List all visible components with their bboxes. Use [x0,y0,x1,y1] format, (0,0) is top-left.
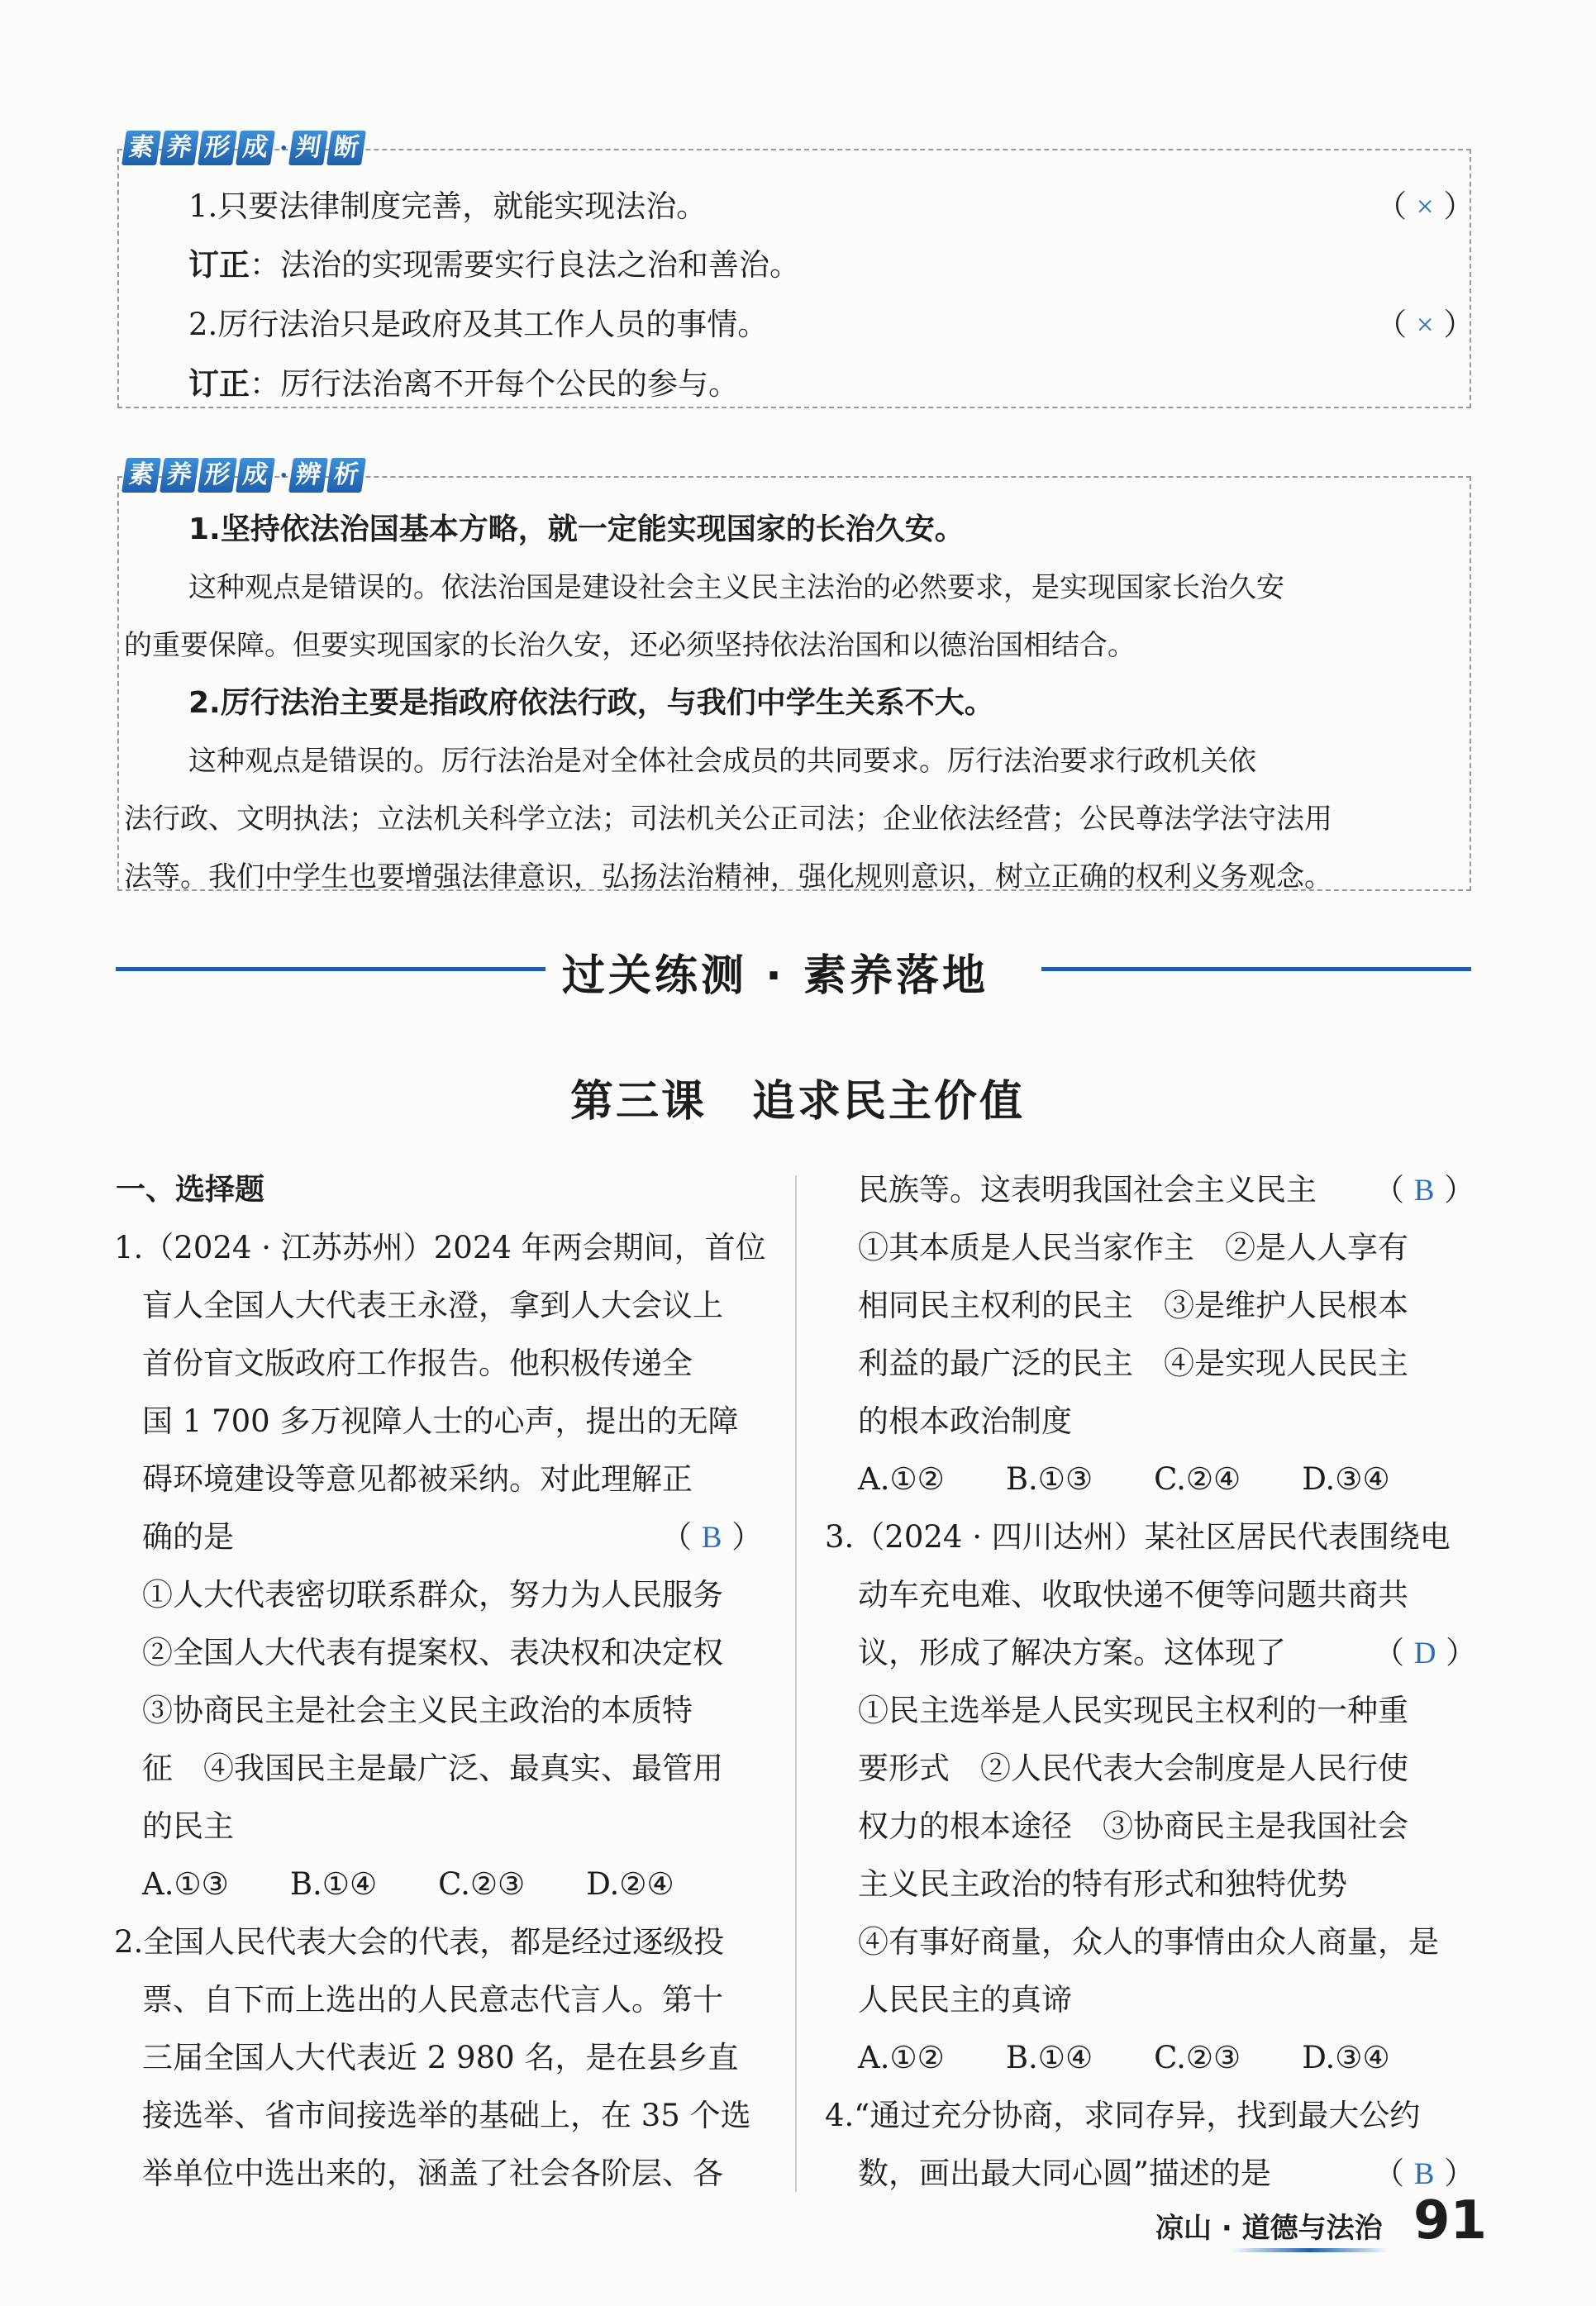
left-line: 碍环境建设等意见都被采纳。对此理解正 [142,1461,693,1497]
tag-char: 判 [289,131,329,165]
analysis-q2: 2.厉行法治主要是指政府依法行政，与我们中学生关系不大。 [188,686,994,720]
banner-line-left [116,967,545,971]
right-line: 相同民主权利的民主 ③是维护人民根本 [858,1288,1408,1323]
tag-char: 养 [160,458,199,493]
banner-title: 过关练测 · 素养落地 [562,951,989,1001]
tag-dot: · [279,460,288,490]
tag-char: 辨 [289,458,329,493]
right-line: ①民主选举是人民实现民主权利的一种重 [858,1693,1408,1728]
judge-fix2 [188,355,739,413]
tag-char: 素 [121,131,161,165]
fix-text: ：厉行法治离不开每个公民的参与。 [250,366,739,402]
lesson-title: 第三课 追求民主价值 [570,1077,1026,1127]
tag-char: 析 [327,458,367,493]
left-line: A.①③ B.①④ C.②③ D.②④ [142,1866,674,1902]
left-line: ③协商民主是社会主义民主政治的本质特 [142,1693,693,1728]
judge-tag [124,129,367,167]
right-line: A.①② B.①④ C.②③ D.③④ [858,2040,1390,2075]
judge-fix1 [188,236,800,294]
fix-label: 订正 [188,247,250,283]
right-line: 要形式 ②人民代表大会制度是人民行使 [858,1751,1408,1786]
right-line: ④有事好商量，众人的事情由众人商量，是 [858,1924,1439,1960]
right-line: 人民民主的真谛 [858,1982,1072,2018]
q3-answer-bracket: （ D ） [1374,1635,1477,1670]
tag-char: 养 [160,131,199,165]
analysis-a1-line1: 这种观点是错误的。依法治国是建设社会主义民主法治的必然要求，是实现国家长治久安 [188,571,1284,604]
judge-a1: （ × ） [1376,188,1475,224]
analysis-q1: 1.坚持依法治国基本方略，就一定能实现国家的长治久安。 [188,512,965,546]
q4-answer-bracket: （ B ） [1374,2156,1475,2191]
left-line: 盲人全国人大代表王永澄，拿到人大会议上 [142,1288,723,1323]
fix-text: ：法治的实现需要实行良法之治和善治。 [250,247,800,283]
left-line: 举单位中选出来的，涵盖了社会各阶层、各 [142,2156,723,2191]
right-line: ①其本质是人民当家作主 ②是人人享有 [858,1230,1408,1265]
right-line: 数，画出最大同心圆”描述的是 [858,2156,1271,2191]
right-line: 4.“通过充分协商，求同存异，找到最大公约 [825,2098,1421,2133]
left-line: ①人大代表密切联系群众，努力为人民服务 [142,1577,723,1613]
tag-char: 形 [198,458,237,493]
tag-char: 形 [198,131,237,165]
tag-char: 成 [236,458,275,493]
judge-answer: × [1416,190,1434,224]
right-line: 权力的根本途径 ③协商民主是我国社会 [858,1808,1408,1844]
section-heading: 一、选择题 [116,1173,265,1207]
left-line: ②全国人大代表有提案权、表决权和决定权 [142,1635,723,1670]
judge-answer: × [1416,308,1434,342]
left-line: 三届全国人大代表近 2 980 名，是在县乡直 [142,2040,739,2075]
footer-underline [1232,2248,1389,2252]
right-line: 利益的最广泛的民主 ④是实现人民民主 [858,1346,1408,1381]
judge-q1: 1.只要法律制度完善，就能实现法治。 [188,188,707,224]
footer-label: 凉山 · 道德与法治 [1155,2212,1383,2245]
analysis-a2-line2: 法行政、文明执法；立法机关科学立法；司法机关公正司法；企业依法经营；公民尊法学法守法用 [124,803,1332,836]
right-line: 主义民主政治的特有形式和独特优势 [858,1866,1347,1902]
right-line: 动车充电难、收取快递不便等问题共商共 [858,1577,1408,1613]
left-line: 的民主 [142,1808,234,1844]
q1-answer-bracket: （ B ） [661,1519,763,1555]
left-line: 1.（2024 · 江苏苏州）2024 年两会期间，首位 [114,1230,766,1265]
page-number: 91 [1413,2190,1488,2251]
right-line: 民族等。这表明我国社会主义民主 [858,1172,1317,1208]
tag-dot: · [279,133,288,163]
tag-char: 断 [327,131,367,165]
left-line: 2.全国人民代表大会的代表，都是经过逐级投 [114,1924,725,1960]
left-line: 首份盲文版政府工作报告。他积极传递全 [142,1346,693,1381]
left-line: 征 ④我国民主是最广泛、最真实、最管用 [142,1751,723,1786]
right-line: A.①② B.①③ C.②④ D.③④ [858,1461,1390,1497]
column-divider [795,1175,797,2192]
tag-char: 成 [236,131,275,165]
analysis-a2-line1: 这种观点是错误的。厉行法治是对全体社会成员的共同要求。厉行法治要求行政机关依 [188,745,1256,778]
right-line: 3.（2024 · 四川达州）某社区居民代表围绕电 [825,1519,1451,1555]
analysis-a2-line3: 法等。我们中学生也要增强法律意识，弘扬法治精神，强化规则意识，树立正确的权利义务观念。 [124,860,1332,893]
judge-q2: 2.厉行法治只是政府及其工作人员的事情。 [188,307,769,342]
banner-line-right [1041,967,1471,971]
fix-label: 订正 [188,366,250,402]
q3-answer: D [1413,1637,1436,1670]
analysis-a1-line2: 的重要保障。但要实现国家的长治久安，还必须坚持依法治国和以德治国相结合。 [124,629,1136,662]
q4-answer: B [1413,2157,1435,2191]
tag-char: 素 [121,458,161,493]
left-line: 国 1 700 多万视障人士的心声，提出的无障 [142,1403,739,1439]
right-line: 的根本政治制度 [858,1403,1072,1439]
q2-answer: B [1413,1174,1435,1208]
left-line: 票、自下而上选出的人民意志代言人。第十 [142,1982,723,2018]
judge-a2: （ × ） [1376,307,1475,342]
left-line: 确的是 [142,1519,234,1555]
left-line: 接选举、省市间接选举的基础上，在 35 个选 [142,2098,751,2133]
q2-answer-bracket: （ B ） [1374,1172,1475,1208]
analysis-tag [124,456,367,494]
right-line: 议，形成了解决方案。这体现了 [858,1635,1286,1670]
q1-answer: B [701,1521,722,1555]
